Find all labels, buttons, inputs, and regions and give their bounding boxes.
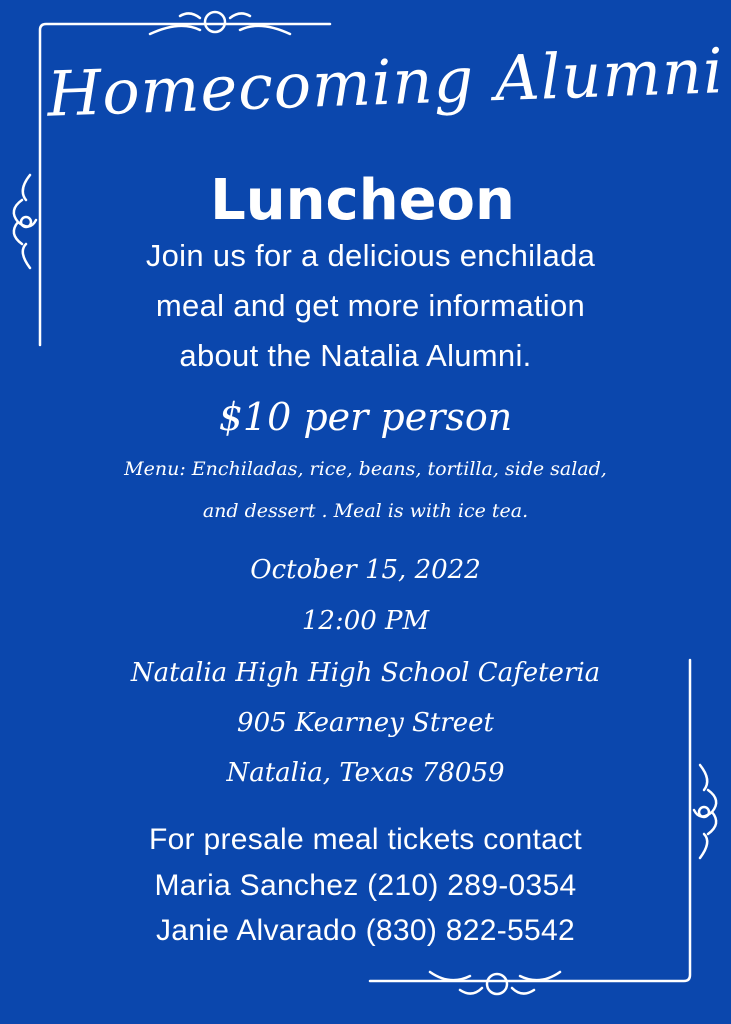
title-script: Homecoming Alumni bbox=[45, 34, 726, 131]
top-left-flourish bbox=[150, 26, 290, 34]
contact-janie-alvarado: Janie Alvarado (830) 822-5542 bbox=[156, 914, 575, 947]
title-luncheon: Luncheon bbox=[210, 168, 515, 233]
contact-maria-sanchez: Maria Sanchez (210) 289-0354 bbox=[154, 869, 577, 902]
intro-line-3: about the Natalia Alumni. bbox=[179, 338, 532, 373]
menu-line-2: and dessert . Meal is with ice tea. bbox=[202, 500, 529, 522]
event-time: 12:00 PM bbox=[301, 606, 430, 636]
bottom-scroll bbox=[487, 974, 507, 994]
price: $10 per person bbox=[218, 395, 513, 439]
intro-line-2: meal and get more information bbox=[155, 288, 586, 323]
event-city: Natalia, Texas 78059 bbox=[226, 758, 505, 788]
event-date: October 15, 2022 bbox=[250, 555, 481, 585]
intro-line-1: Join us for a delicious enchilada bbox=[145, 238, 596, 273]
top-scroll bbox=[205, 12, 225, 32]
menu-line-1: Menu: Enchiladas, rice, beans, tortilla, side salad, bbox=[124, 458, 607, 480]
event-street: 905 Kearney Street bbox=[237, 708, 494, 738]
contact-heading: For presale meal tickets contact bbox=[148, 823, 583, 856]
event-place: Natalia High High School Cafeteria bbox=[130, 658, 601, 688]
